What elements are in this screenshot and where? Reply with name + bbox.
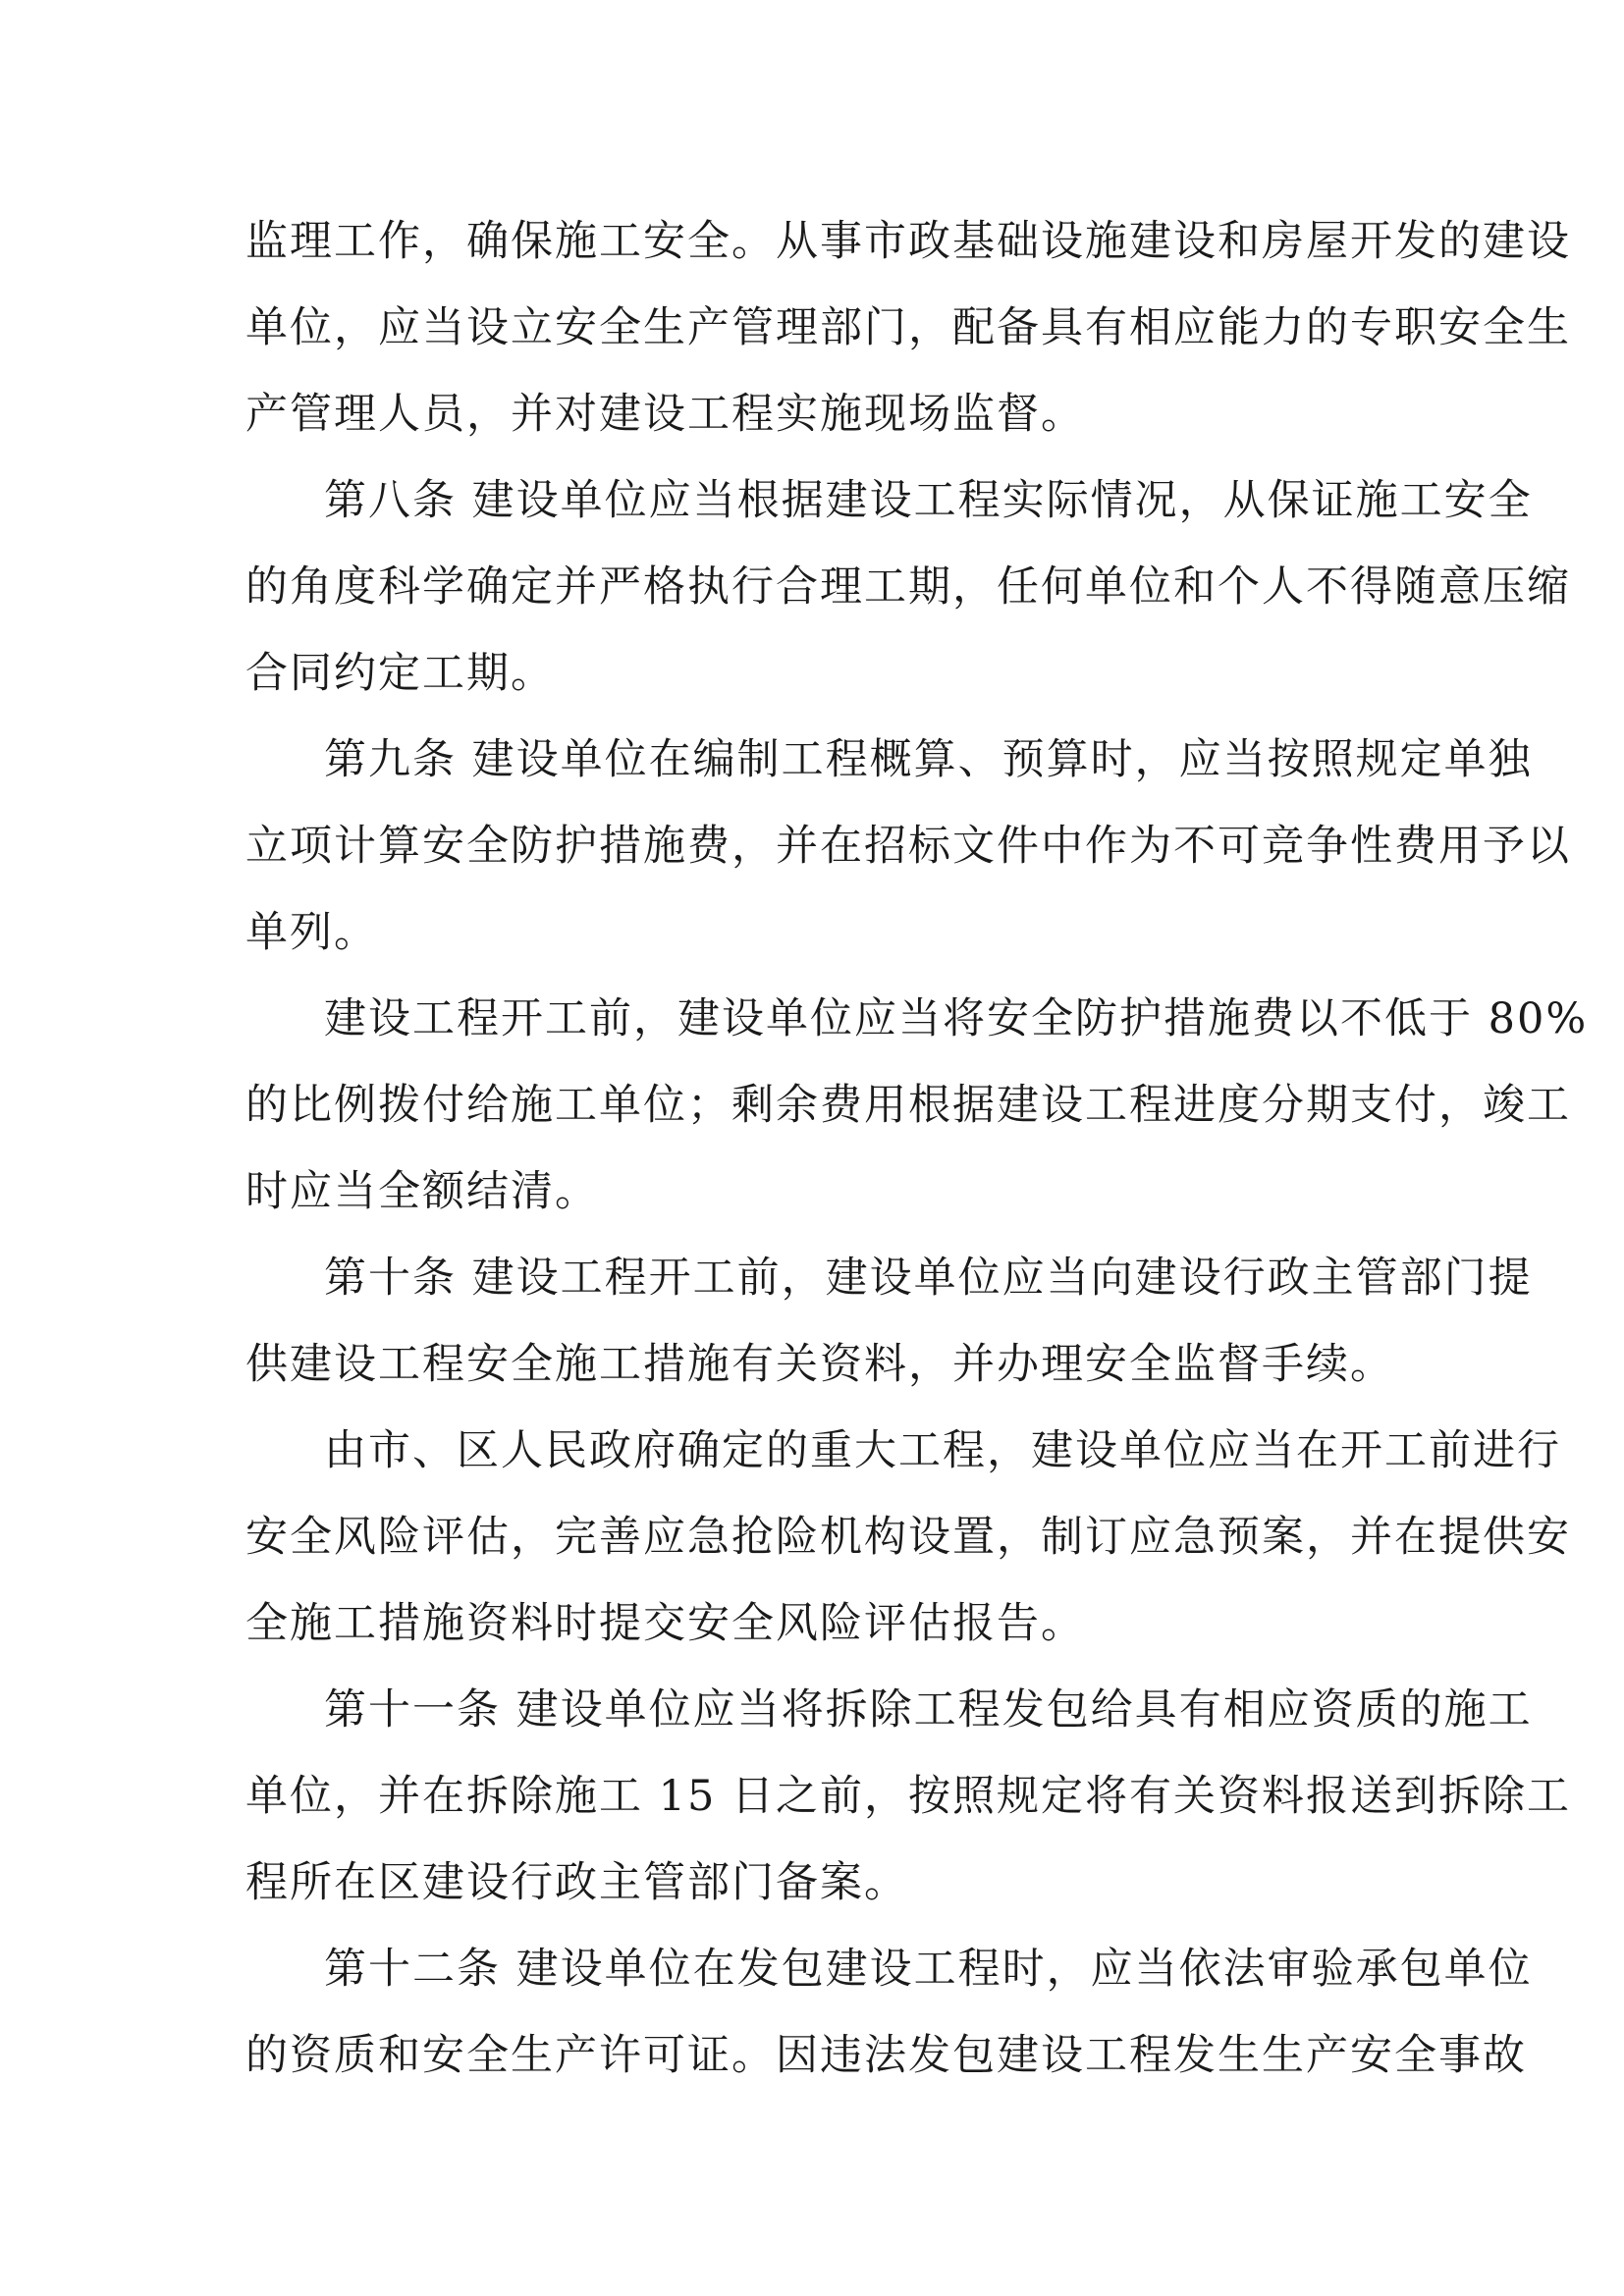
text-line: 第十条 建设工程开工前，建设单位应当向建设行政主管部门提 (324, 1254, 1533, 1303)
text-line: 由市、区人民政府确定的重大工程，建设单位应当在开工前进行 (324, 1426, 1561, 1475)
text-line: 建设工程开工前，建设单位应当将安全防护措施费以不低于 80% (324, 994, 1589, 1043)
text-line: 程所在区建设行政主管部门备案。 (245, 1858, 908, 1907)
text-line: 单位，应当设立安全生产管理部门，配备具有相应能力的专职安全生 (245, 303, 1571, 352)
text-line: 单列。 (245, 908, 378, 957)
text-line: 产管理人员，并对建设工程实施现场监督。 (245, 390, 1085, 439)
text-line: 第十一条 建设单位应当将拆除工程发包给具有相应资质的施工 (324, 1685, 1533, 1735)
text-line: 的资质和安全生产许可证。因违法发包建设工程发生生产安全事故 (245, 2031, 1527, 2080)
text-line: 的角度科学确定并严格执行合理工期，任何单位和个人不得随意压缩 (245, 562, 1571, 612)
text-line: 时应当全额结清。 (245, 1167, 599, 1216)
text-line: 全施工措施资料时提交安全风险评估报告。 (245, 1599, 1085, 1648)
text-line: 第十二条 建设单位在发包建设工程时，应当依法审验承包单位 (324, 1945, 1533, 1994)
text-line: 安全风险评估，完善应急抢险机构设置，制订应急预案，并在提供安 (245, 1513, 1571, 1562)
text-line: 的比例拨付给施工单位；剩余费用根据建设工程进度分期支付，竣工 (245, 1081, 1571, 1130)
text-line: 供建设工程安全施工措施有关资料，并办理安全监督手续。 (245, 1340, 1394, 1389)
text-line: 合同约定工期。 (245, 649, 555, 698)
text-line: 监理工作，确保施工安全。从事市政基础设施建设和房屋开发的建设 (245, 217, 1571, 266)
text-line: 第九条 建设单位在编制工程概算、预算时，应当按照规定单独 (324, 735, 1533, 784)
text-line: 第八条 建设单位应当根据建设工程实际情况，从保证施工安全 (324, 476, 1533, 525)
text-line: 立项计算安全防护措施费，并在招标文件中作为不可竞争性费用予以 (245, 822, 1571, 871)
text-line: 单位，并在拆除施工 15 日之前，按照规定将有关资料报送到拆除工 (245, 1772, 1572, 1821)
